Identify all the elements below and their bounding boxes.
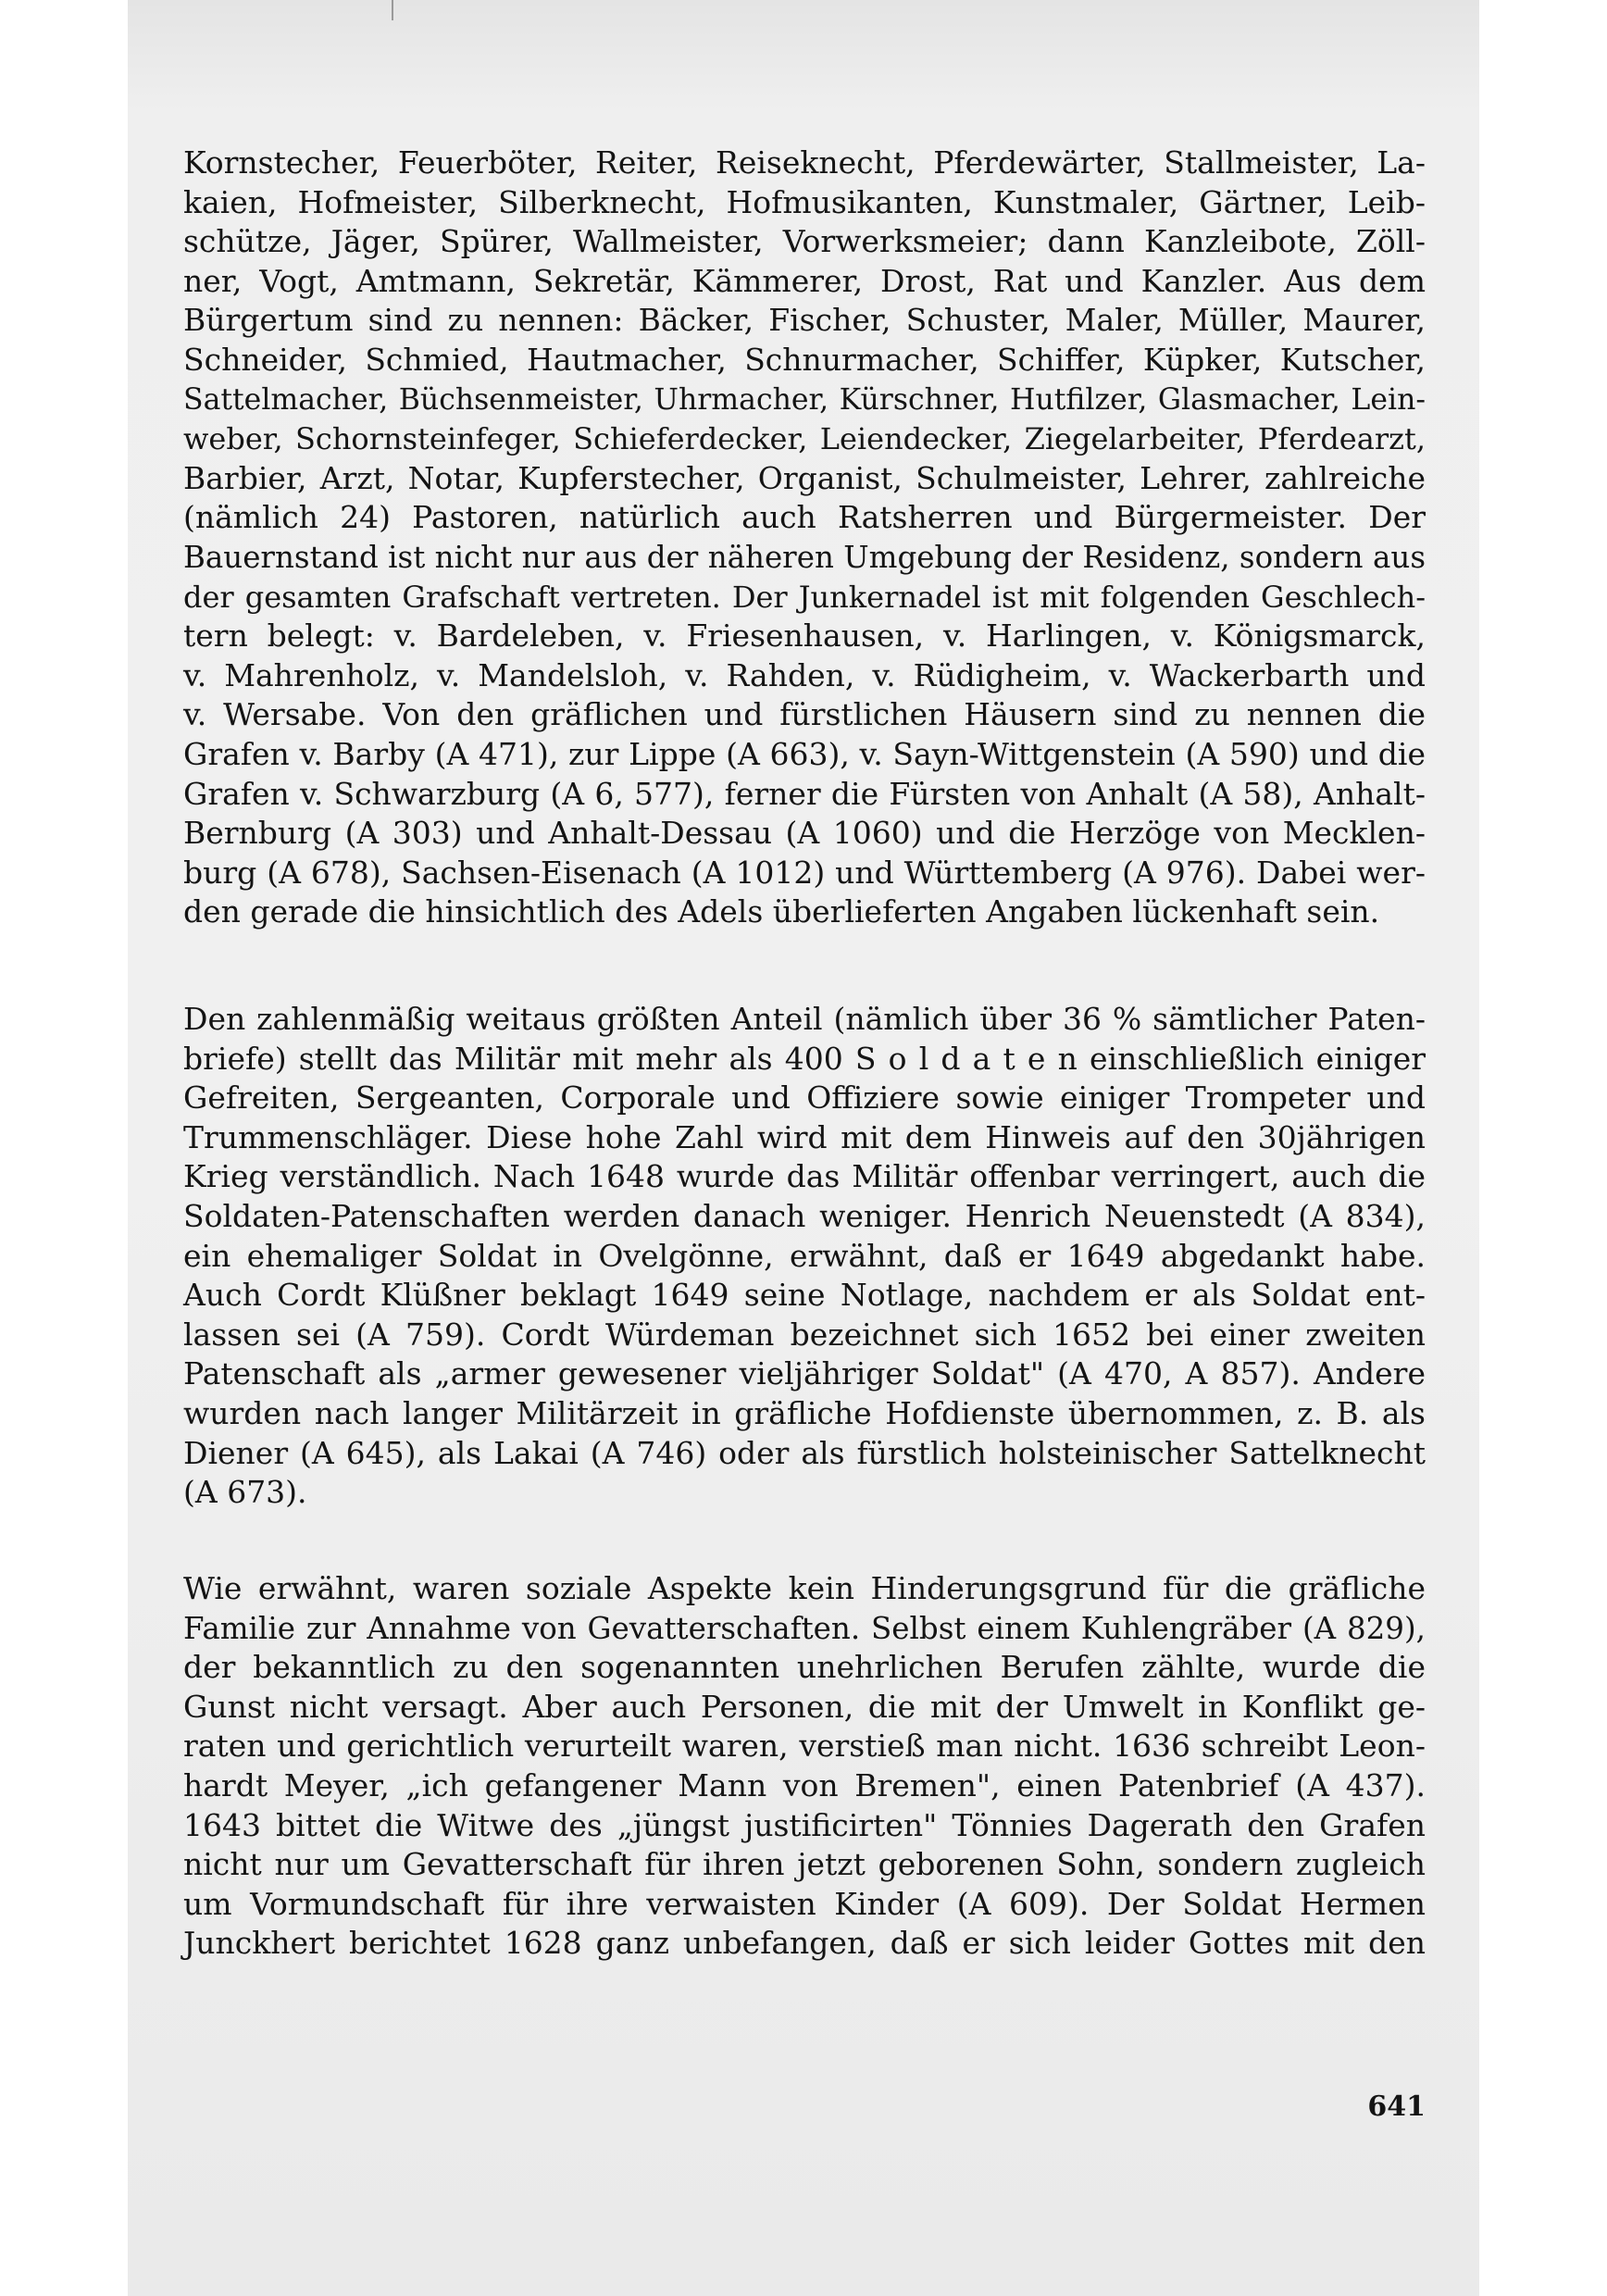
paragraph-1	[183, 144, 1426, 932]
text-line: Kornstecher, Feuerböter, Reiter, Reiseknecht, Pferdewärter, Stallmeister, La-	[183, 144, 1426, 181]
text-line: Gunst nicht versagt. Aber auch Personen, die mit der Umwelt in Konflikt ge-	[183, 1688, 1426, 1725]
text-line: nicht nur um Gevatterschaft für ihren jetzt geborenen Sohn, sondern zugleich	[183, 1846, 1426, 1883]
text-line: raten und gerichtlich verurteilt waren, verstieß man nicht. 1636 schreibt Leon-	[183, 1728, 1426, 1765]
text-line: Grafen v. Schwarzburg (A 6, 577), ferner die Fürsten von Anhalt (A 58), Anhalt-	[183, 775, 1426, 812]
text-line: Wie erwähnt, waren soziale Aspekte kein Hinderungsgrund für die gräfliche	[183, 1570, 1426, 1606]
text-line: briefe) stellt das Militär mit mehr als 400 S o l d a t e n einschließlich einiger	[183, 1040, 1426, 1077]
text-line: Familie zur Annahme von Gevatterschaften. Selbst einem Kuhlengräber (A 829),	[183, 1610, 1426, 1646]
text-line: der gesamten Grafschaft vertreten. Der Junkernadel ist mit folgenden Geschlech-	[183, 579, 1426, 615]
page-number: 641	[1367, 2090, 1426, 2123]
text-line: Sattelmacher, Büchsenmeister, Uhrmacher, Kürschner, Hutfilzer, Glasmacher, Lein-	[183, 382, 1426, 417]
paragraph-2	[183, 1000, 1426, 1513]
text-line: Bürgertum sind zu nennen: Bäcker, Fischer, Schuster, Maler, Müller, Maurer,	[183, 302, 1426, 339]
text-line: hardt Meyer, „ich gefangener Mann von Bremen", einen Patenbrief (A 437).	[183, 1766, 1426, 1803]
text-line: (A 673).	[183, 1474, 307, 1511]
text-line: v. Mahrenholz, v. Mandelsloh, v. Rahden, v. Rüdigheim, v. Wackerbarth und	[183, 656, 1426, 693]
text-line: lassen sei (A 759). Cordt Würdeman bezeichnet sich 1652 bei einer zweiten	[183, 1316, 1426, 1353]
text-line: schütze, Jäger, Spürer, Wallmeister, Vorwerksmeier; dann Kanzleibote, Zöll-	[183, 223, 1426, 260]
text-line: Den zahlenmäßig weitaus größten Anteil (nämlich über 36 % sämtlicher Paten-	[183, 1001, 1426, 1037]
text-line: weber, Schornsteinfeger, Schieferdecker, Leiendecker, Ziegelarbeiter, Pferdearzt,	[183, 421, 1426, 457]
text-line: ner, Vogt, Amtmann, Sekretär, Kämmerer, Drost, Rat und Kanzler. Aus dem	[183, 262, 1426, 299]
text-line: Auch Cordt Klüßner beklagt 1649 seine Notlage, nachdem er als Soldat ent-	[183, 1277, 1426, 1314]
text-line: Soldaten-Patenschaften werden danach weniger. Henrich Neuenstedt (A 834),	[183, 1197, 1426, 1234]
text-line: wurden nach langer Militärzeit in gräfliche Hofdienste übernommen, z. B. als	[183, 1394, 1426, 1431]
text-line: kaien, Hofmeister, Silberknecht, Hofmusikanten, Kunstmaler, Gärtner, Leib-	[183, 183, 1426, 220]
text-line: Diener (A 645), als Lakai (A 746) oder als fürstlich holsteinischer Sattelknecht	[183, 1434, 1426, 1471]
text-line: (nämlich 24) Pastoren, natürlich auch Ratsherren und Bürgermeister. Der	[183, 499, 1426, 536]
text-line: Barbier, Arzt, Notar, Kupferstecher, Organist, Schulmeister, Lehrer, zahlreiche	[183, 459, 1426, 496]
text-line: Krieg verständlich. Nach 1648 wurde das Militär offenbar verringert, auch die	[183, 1158, 1426, 1195]
paragraph-3	[183, 1569, 1426, 1964]
text-line: Gefreiten, Sergeanten, Corporale und Offiziere sowie einiger Trompeter und	[183, 1079, 1426, 1117]
text-line: tern belegt: v. Bardeleben, v. Friesenhausen, v. Harlingen, v. Königsmarck,	[183, 618, 1426, 655]
text-line: Junckhert berichtet 1628 ganz unbefangen, daß er sich leider Gottes mit den	[183, 1925, 1426, 1962]
text-line: 1643 bittet die Witwe des „jüngst justificirten" Tönnies Dagerath den Grafen	[183, 1806, 1426, 1843]
text-line: v. Wersabe. Von den gräflichen und fürstlichen Häusern sind zu nennen die	[183, 696, 1426, 733]
text-line: Trummenschläger. Diese hohe Zahl wird mit dem Hinweis auf den 30jährigen	[183, 1118, 1426, 1155]
scan-artifact	[392, 0, 393, 20]
text-line: Bauernstand ist nicht nur aus der näheren Umgebung der Residenz, sondern aus	[183, 539, 1426, 575]
text-line: um Vormundschaft für ihre verwaisten Kinder (A 609). Der Soldat Hermen	[183, 1885, 1426, 1922]
text-line: Grafen v. Barby (A 471), zur Lippe (A 663), v. Sayn-Wittgenstein (A 590) und die	[183, 735, 1426, 772]
text-line: den gerade die hinsichtlich des Adels überlieferten Angaben lückenhaft sein.	[183, 893, 1380, 930]
text-line: burg (A 678), Sachsen-Eisenach (A 1012) und Württemberg (A 976). Dabei wer-	[183, 854, 1426, 891]
text-line: der bekanntlich zu den sogenannten unehrlichen Berufen zählte, wurde die	[183, 1649, 1426, 1686]
text-line: Patenschaft als „armer gewesener vieljähriger Soldat" (A 470, A 857). Andere	[183, 1355, 1426, 1392]
text-line: Schneider, Schmied, Hautmacher, Schnurmacher, Schiffer, Küpker, Kutscher,	[183, 341, 1426, 378]
text-line: Bernburg (A 303) und Anhalt-Dessau (A 1060) und die Herzöge von Mecklen-	[183, 815, 1426, 852]
book-page	[128, 0, 1479, 2296]
text-line: ein ehemaliger Soldat in Ovelgönne, erwähnt, daß er 1649 abgedankt habe.	[183, 1237, 1426, 1274]
